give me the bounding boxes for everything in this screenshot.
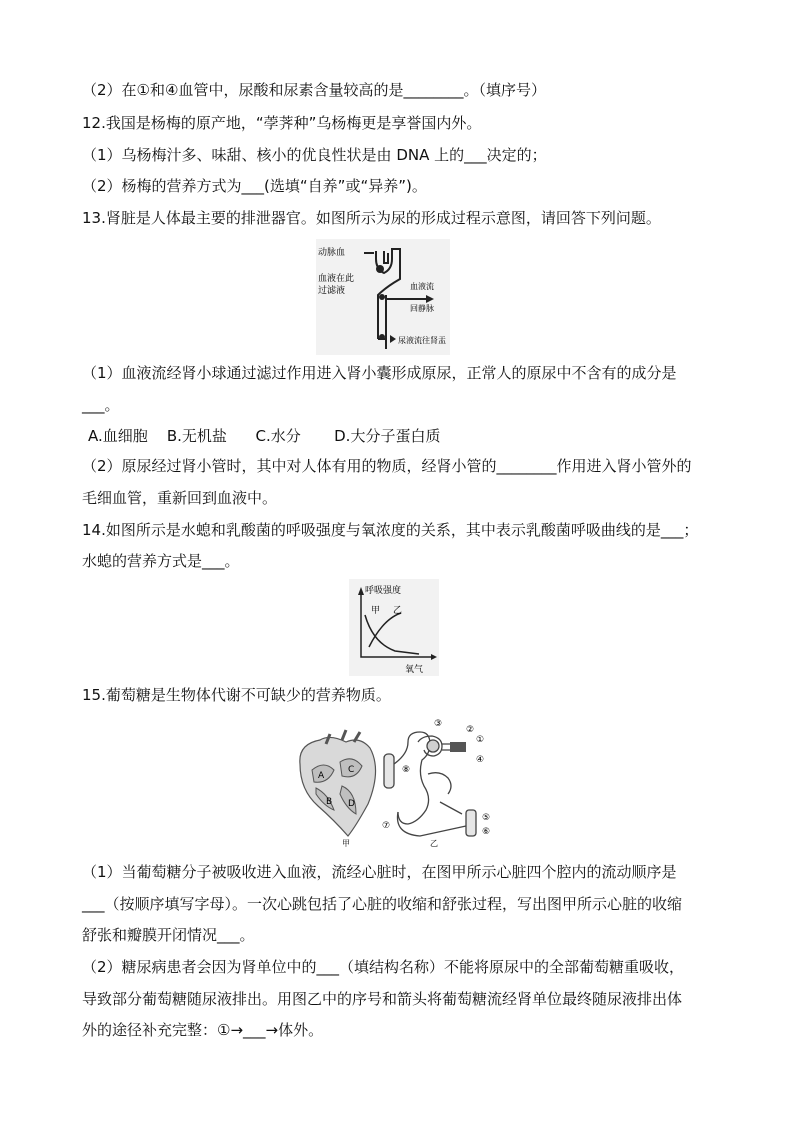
nephron-label-1: ① [476,735,485,745]
q11-part2: （2）在①和④血管中，尿酸和尿素含量较高的是________。（填序号） [82,81,546,99]
heart-label-d: D [348,799,355,809]
q13-part1-b: ___。 [82,396,120,414]
q13-part2-a: （2）原尿经过肾小管时，其中对人体有用的物质，经肾小管的________作用进入肾小管外的 [82,457,692,475]
q14-stem-b: 水螅的营养方式是___。 [82,552,240,570]
q14-stem-a: 14.如图所示是水螅和乳酸菌的呼吸强度与氧浓度的关系，其中表示乳酸菌呼吸曲线的是___； [82,521,699,539]
label-filter-2: 过滤液 [318,286,346,296]
q15-part2-b: 导致部分葡萄糖随尿液排出。用图乙中的序号和箭头将葡萄糖流经肾单位最终随尿液排出体 [82,990,683,1008]
nephron-label-6: ⑥ [482,827,491,837]
q12-part1: （1）乌杨梅汁多、味甜、核小的优良性状是由 DNA 上的___决定的； [82,146,547,164]
heart-label-b: B [326,797,333,807]
caption-yi: 乙 [430,839,438,848]
heart-nephron-figure [290,714,500,848]
respiration-graph [349,579,439,676]
label-vein: 血液流 [410,282,434,291]
heart-label-a: A [318,771,325,781]
q12-stem: 12.我国是杨梅的原产地，“荸荠种”乌杨梅更是享誉国内外。 [82,114,482,132]
q15-part1-c: 舒张和瓣膜开闭情况___。 [82,926,255,944]
q13-options: A.血细胞 B.无机盐 C.水分 D.大分子蛋白质 [88,427,441,445]
q15-part2-a: （2）糖尿病患者会因为肾单位中的___（填结构名称）不能将原尿中的全部葡萄糖重吸收， [82,958,685,976]
q15-part1-a: （1）当葡萄糖分子被吸收进入血液，流经心脏时，在图甲所示心脏四个腔内的流动顺序是 [82,863,677,881]
label-artery: 动脉血 [318,248,346,258]
q13-stem: 13.肾脏是人体最主要的排泄器官。如图所示为尿的形成过程示意图，请回答下列问题。 [82,209,661,227]
q15-stem: 15.葡萄糖是生物体代谢不可缺少的营养物质。 [82,686,391,704]
nephron-label-7: ⑦ [382,821,391,831]
q12-part2: （2）杨梅的营养方式为___(选填“自养”或“异养”)。 [82,177,427,195]
heart-label-c: C [348,765,355,775]
curve-a-label: 甲 [371,606,381,616]
label-filter: 血液在此 [318,274,355,284]
x-axis-label: 氧气 [405,665,424,675]
q15-part1-b: ___（按顺序填写字母）。一次心跳包括了心脏的收缩和舒张过程，写出图甲所示心脏的收缩 [82,895,683,913]
q13-part1-a: （1）血液流经肾小球通过滤过作用进入肾小囊形成原尿，正常人的原尿中不含有的成分是 [82,364,677,382]
q13-part2-b: 毛细血管，重新回到血液中。 [82,489,278,507]
nephron-label-4: ④ [476,755,485,765]
q15-part2-c: 外的途径补充完整：①→___→体外。 [82,1021,324,1039]
label-vein-2: 回静脉 [410,304,434,313]
label-urine: 尿液流往肾盂 [398,336,446,345]
y-axis-label: 呼吸强度 [365,586,402,596]
heart-illustration [300,730,376,836]
curve-b-label: 乙 [393,606,403,616]
nephron-label-3: ③ [434,719,443,729]
caption-jia: 甲 [342,839,350,848]
nephron-label-5: ⑤ [482,813,491,823]
nephron-label-8: ⑧ [402,765,411,775]
nephron-label-2: ② [466,725,475,735]
urine-formation-diagram [316,239,450,355]
